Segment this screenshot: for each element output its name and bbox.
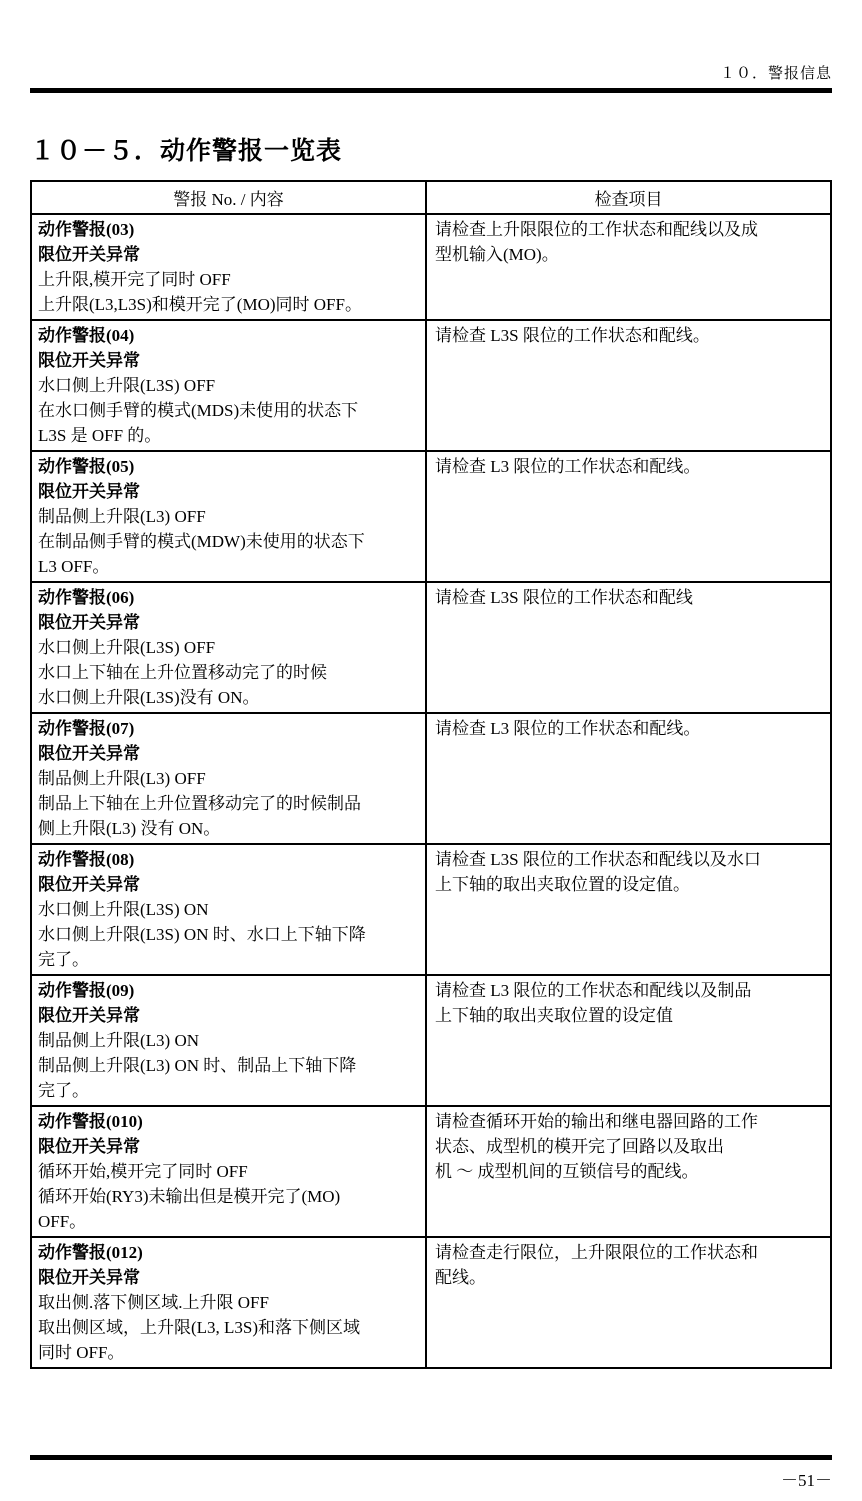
table-header-row <box>32 182 830 215</box>
check-item-line: 型机输入(MO)。 <box>435 245 559 264</box>
alarm-detail-line: 上升限,模开完了同时 OFF <box>38 270 231 289</box>
running-header: １０．警报信息 <box>719 66 832 82</box>
header-rule <box>30 88 832 93</box>
table-row <box>32 976 830 1107</box>
table-row <box>32 583 830 714</box>
alarm-title: 动作警报(03) <box>38 220 135 239</box>
alarm-detail-line: 制品侧上升限(L3) ON <box>38 1031 200 1050</box>
alarm-table <box>30 180 832 1369</box>
alarm-detail-line: 循环开始(RY3)未输出但是模开完了(MO) <box>38 1187 341 1206</box>
check-item-line: 机 ～ 成型机间的互锁信号的配线。 <box>435 1162 699 1181</box>
column-header-check: 检查项目 <box>594 190 663 209</box>
alarm-detail-line: 循环开始,模开完了同时 OFF <box>38 1162 248 1181</box>
alarm-subtitle: 限位开关异常 <box>38 245 140 264</box>
check-item-line: 请检查 L3S 限位的工作状态和配线 <box>435 588 693 607</box>
alarm-subtitle: 限位开关异常 <box>38 613 140 632</box>
table-row <box>32 714 830 845</box>
check-item-line: 请检查 L3S 限位的工作状态和配线。 <box>435 326 710 345</box>
check-item-line: 上下轴的取出夹取位置的设定值 <box>435 1006 673 1025</box>
alarm-detail-line: 制品上下轴在上升位置移动完了的时候制品 <box>38 794 361 813</box>
alarm-subtitle: 限位开关异常 <box>38 351 140 370</box>
alarm-title: 动作警报(07) <box>38 719 135 738</box>
table-row <box>32 452 830 583</box>
page-title: １０－５．动作警报一览表 <box>30 138 343 165</box>
alarm-title: 动作警报(010) <box>38 1112 143 1131</box>
table-row <box>32 321 830 452</box>
table-row <box>32 845 830 976</box>
alarm-detail-line: L3 OFF。 <box>38 557 110 576</box>
alarm-title: 动作警报(06) <box>38 588 135 607</box>
alarm-detail-line: OFF。 <box>38 1212 87 1231</box>
check-item-line: 请检查 L3S 限位的工作状态和配线以及水口 <box>435 850 761 869</box>
alarm-detail-line: 侧上升限(L3) 没有 ON。 <box>38 819 221 838</box>
check-item-line: 上下轴的取出夹取位置的设定值。 <box>435 875 690 894</box>
alarm-detail-line: 水口侧上升限(L3S)没有 ON。 <box>38 688 260 707</box>
column-header-alarm: 警报 No. / 内容 <box>32 182 427 213</box>
alarm-subtitle: 限位开关异常 <box>38 875 140 894</box>
alarm-detail-line: 取出侧.落下侧区域.上升限 OFF <box>38 1293 269 1312</box>
check-item-line: 请检查 L3 限位的工作状态和配线以及制品 <box>435 981 752 1000</box>
alarm-detail-line: L3S 是 OFF 的。 <box>38 426 162 445</box>
alarm-detail-line: 在水口侧手臂的模式(MDS)未使用的状态下 <box>38 401 359 420</box>
alarm-subtitle: 限位开关异常 <box>38 482 140 501</box>
alarm-detail-line: 完了。 <box>38 1081 89 1100</box>
alarm-detail-line: 水口上下轴在上升位置移动完了的时候 <box>38 663 327 682</box>
alarm-detail-line: 完了。 <box>38 950 89 969</box>
alarm-detail-line: 制品侧上升限(L3) OFF <box>38 507 206 526</box>
alarm-subtitle: 限位开关异常 <box>38 1006 140 1025</box>
alarm-detail-line: 上升限(L3,L3S)和模开完了(MO)同时 OFF。 <box>38 295 362 314</box>
footer-rule <box>30 1455 832 1460</box>
alarm-detail-line: 在制品侧手臂的模式(MDW)未使用的状态下 <box>38 532 365 551</box>
table-row <box>32 1107 830 1238</box>
check-item-line: 请检查上升限限位的工作状态和配线以及成 <box>435 220 758 239</box>
alarm-subtitle: 限位开关异常 <box>38 744 140 763</box>
alarm-detail-line: 制品侧上升限(L3) OFF <box>38 769 206 788</box>
alarm-detail-line: 水口侧上升限(L3S) ON <box>38 900 209 919</box>
check-item-line: 请检查 L3 限位的工作状态和配线。 <box>435 457 701 476</box>
alarm-subtitle: 限位开关异常 <box>38 1137 140 1156</box>
alarm-subtitle: 限位开关异常 <box>38 1268 140 1287</box>
check-item-line: 请检查 L3 限位的工作状态和配线。 <box>435 719 701 738</box>
check-item-line: 状态、成型机的模开完了回路以及取出 <box>435 1137 724 1156</box>
alarm-detail-line: 制品侧上升限(L3) ON 时、制品上下轴下降 <box>38 1056 357 1075</box>
table-row <box>32 215 830 321</box>
alarm-title: 动作警报(08) <box>38 850 135 869</box>
alarm-detail-line: 水口侧上升限(L3S) OFF <box>38 638 216 657</box>
check-item-line: 请检查循环开始的输出和继电器回路的工作 <box>435 1112 758 1131</box>
alarm-title: 动作警报(04) <box>38 326 135 345</box>
check-item-line: 请检查走行限位，上升限限位的工作状态和 <box>435 1243 758 1262</box>
alarm-detail-line: 水口侧上升限(L3S) ON 时、水口上下轴下降 <box>38 925 366 944</box>
alarm-detail-line: 同时 OFF。 <box>38 1343 125 1362</box>
alarm-title: 动作警报(09) <box>38 981 135 1000</box>
alarm-detail-line: 取出侧区域，上升限(L3, L3S)和落下侧区域 <box>38 1318 361 1337</box>
check-item-line: 配线。 <box>435 1268 486 1287</box>
alarm-detail-line: 水口侧上升限(L3S) OFF <box>38 376 216 395</box>
alarm-title: 动作警报(012) <box>38 1243 143 1262</box>
alarm-title: 动作警报(05) <box>38 457 135 476</box>
page-number: －51－ <box>781 1471 832 1490</box>
table-row <box>32 1238 830 1367</box>
